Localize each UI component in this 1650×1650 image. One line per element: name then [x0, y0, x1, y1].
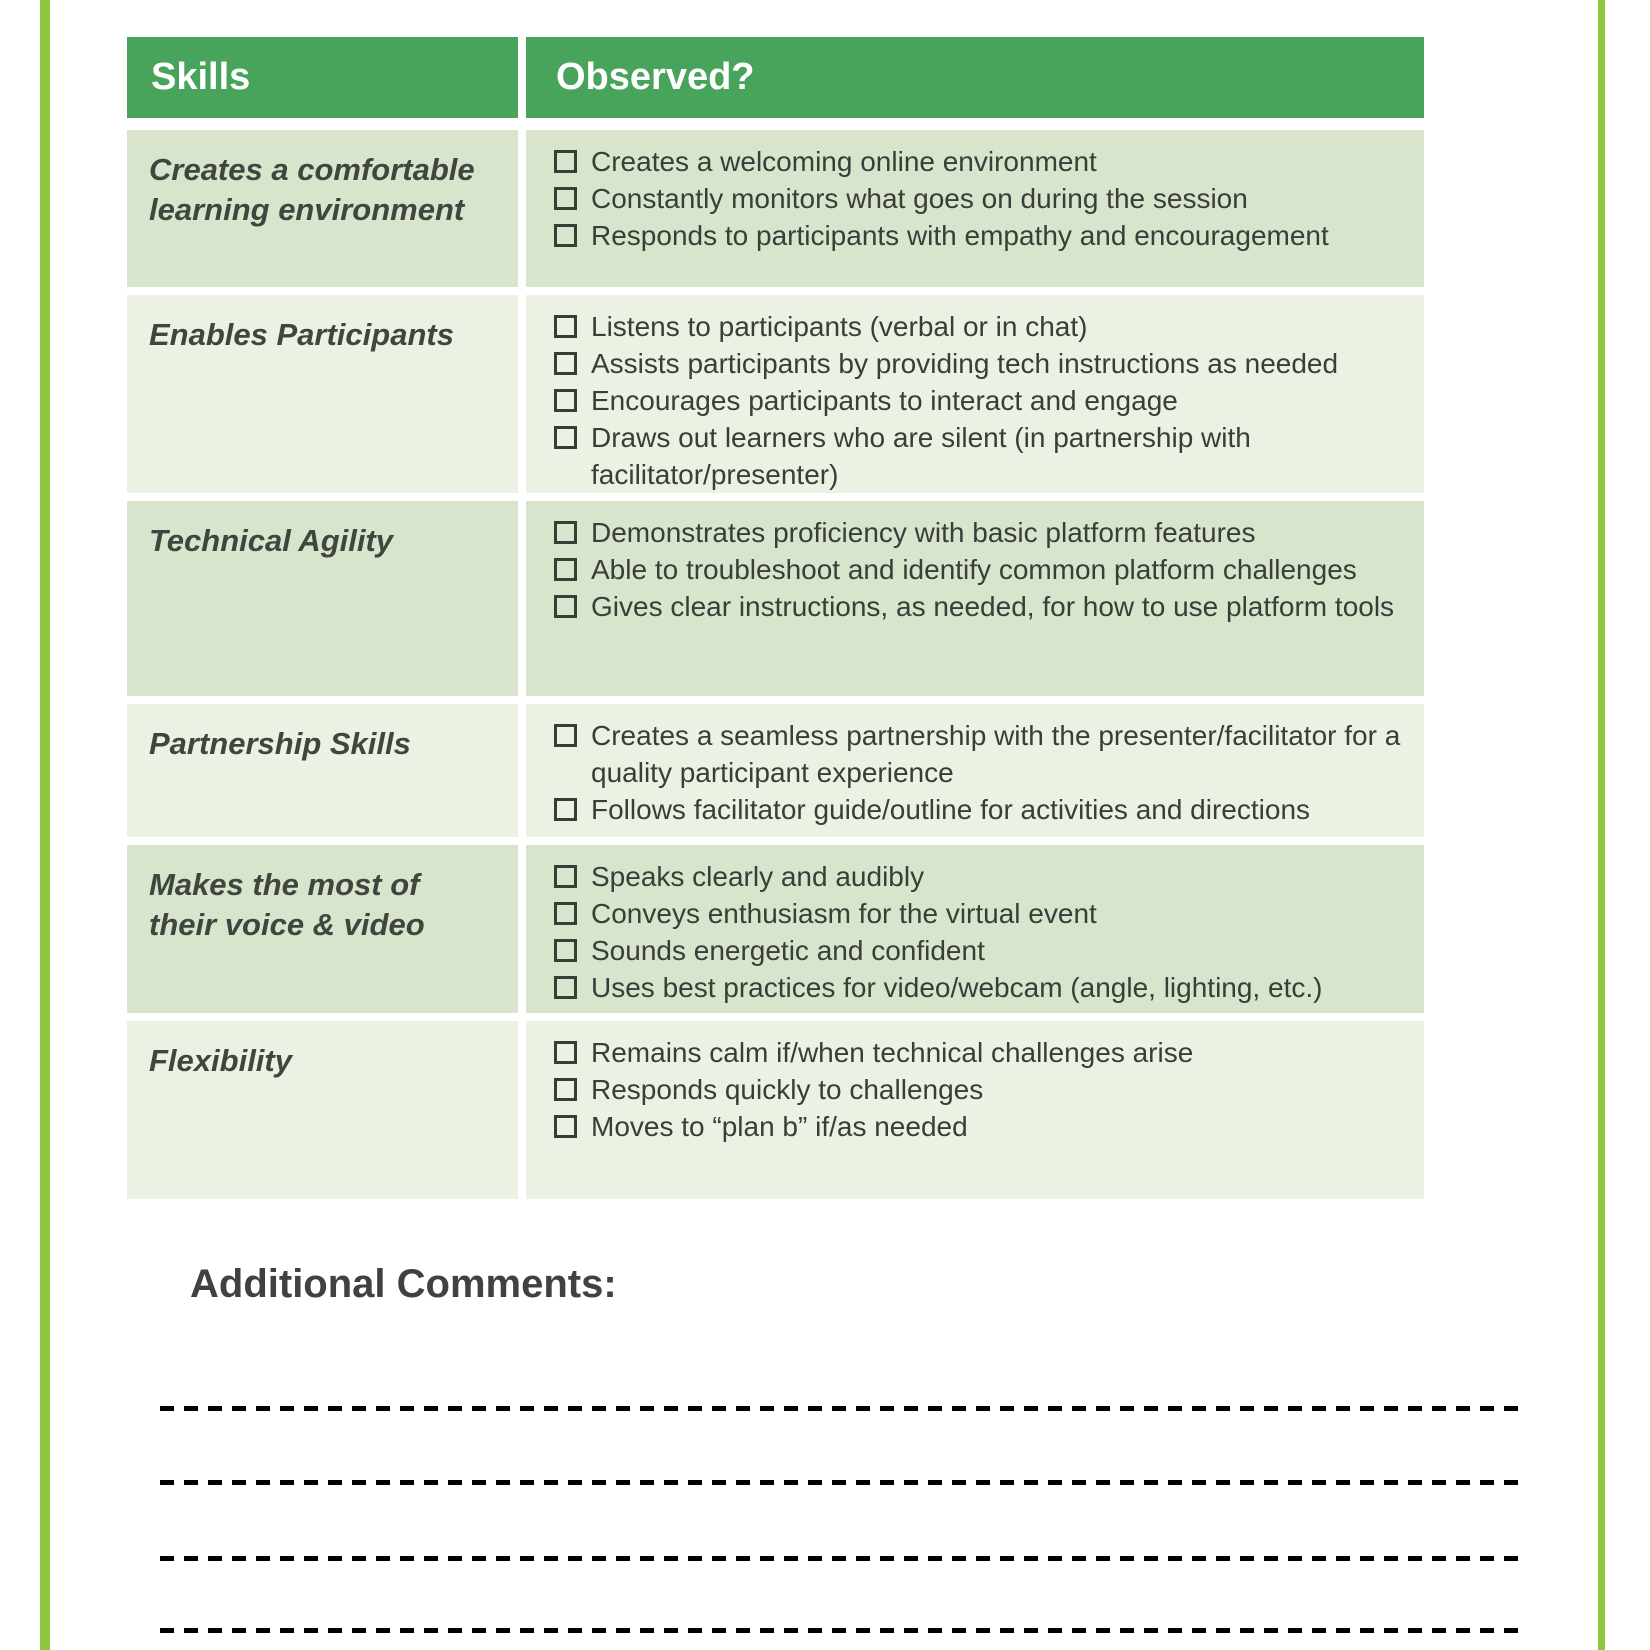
skill-cell [127, 704, 518, 837]
skills-column-title: Skills [151, 56, 251, 98]
checklist-item-label: Conveys enthusiasm for the virtual event [591, 898, 1097, 929]
observed-column-title: Observed? [556, 56, 755, 98]
additional-comments-title: Additional Comments: [190, 1262, 617, 1306]
checkbox-icon[interactable] [554, 1115, 577, 1138]
checklist-item [554, 717, 1404, 791]
observed-cell [526, 130, 1424, 287]
checklist-item-label: Moves to “plan b” if/as needed [591, 1111, 968, 1142]
checklist-item [554, 588, 1404, 625]
checklist-item [554, 345, 1404, 382]
checklist-item-label: Sounds energetic and confident [591, 935, 985, 966]
checklist-item [554, 308, 1404, 345]
checklist-item [554, 1034, 1404, 1071]
skill-cell [127, 1021, 518, 1199]
checkbox-icon[interactable] [554, 521, 577, 544]
header-cell-observed [526, 37, 1424, 118]
checklist-item-label: Assists participants by providing tech instructions as needed [591, 348, 1339, 379]
skill-label: Makes the most of their voice & video [149, 867, 425, 942]
comment-writing-line [160, 1556, 1526, 1561]
observed-cell [526, 295, 1424, 493]
table-row [127, 501, 1424, 696]
page-border-left [40, 0, 50, 1650]
skill-label: Flexibility [149, 1043, 292, 1078]
checkbox-icon[interactable] [554, 976, 577, 999]
checklist-item [554, 1071, 1404, 1108]
checklist-item-label: Encourages participants to interact and engage [591, 385, 1178, 416]
comment-writing-line [160, 1406, 1526, 1411]
checkbox-icon[interactable] [554, 389, 577, 412]
comment-writing-line [160, 1480, 1526, 1485]
checklist-item [554, 1108, 1404, 1145]
skill-label: Enables Participants [149, 317, 454, 352]
checkbox-icon[interactable] [554, 352, 577, 375]
checklist-item [554, 217, 1404, 254]
checklist-item [554, 551, 1404, 588]
table-header-row [127, 37, 1424, 118]
skill-label: Technical Agility [149, 523, 394, 558]
checklist-item-label: Responds quickly to challenges [591, 1074, 984, 1105]
observed-cell [526, 1021, 1424, 1199]
checklist-item [554, 858, 1404, 895]
checkbox-icon[interactable] [554, 865, 577, 888]
checklist-item-label: Listens to participants (verbal or in chat) [591, 311, 1088, 342]
checkbox-icon[interactable] [554, 1078, 577, 1101]
skill-cell [127, 501, 518, 696]
checklist-item [554, 180, 1404, 217]
table-row [127, 704, 1424, 837]
table-row [127, 130, 1424, 287]
observed-cell [526, 704, 1424, 837]
checkbox-icon[interactable] [554, 224, 577, 247]
checkbox-icon[interactable] [554, 939, 577, 962]
checklist-item [554, 791, 1404, 828]
page-border-right [1598, 0, 1605, 1650]
checklist-item [554, 514, 1404, 551]
checklist-item [554, 143, 1404, 180]
checkbox-icon[interactable] [554, 724, 577, 747]
skills-observation-table [127, 37, 1424, 1207]
checkbox-icon[interactable] [554, 595, 577, 618]
checkbox-icon[interactable] [554, 150, 577, 173]
checkbox-icon[interactable] [554, 902, 577, 925]
checklist-item [554, 895, 1404, 932]
skill-cell [127, 295, 518, 493]
checklist-item [554, 419, 1404, 493]
skill-cell [127, 845, 518, 1013]
checkbox-icon[interactable] [554, 426, 577, 449]
checklist-item-label: Responds to participants with empathy and encouragement [591, 220, 1329, 251]
skill-cell [127, 130, 518, 287]
checklist-item-label: Creates a seamless partnership with the presenter/facilitator for a quality participant experience [591, 720, 1401, 788]
checklist-item-label: Draws out learners who are silent (in partnership with facilitator/presenter) [591, 422, 1251, 490]
checklist-item-label: Remains calm if/when technical challenges arise [591, 1037, 1194, 1068]
checklist-item-label: Gives clear instructions, as needed, for how to use platform tools [591, 591, 1395, 622]
table-row [127, 295, 1424, 493]
table-row [127, 845, 1424, 1013]
checklist-item-label: Creates a welcoming online environment [591, 146, 1097, 177]
checklist-item-label: Speaks clearly and audibly [591, 861, 925, 892]
checklist-item-label: Demonstrates proficiency with basic platform features [591, 517, 1256, 548]
checkbox-icon[interactable] [554, 798, 577, 821]
checklist-item [554, 969, 1404, 1006]
checkbox-icon[interactable] [554, 315, 577, 338]
table-row [127, 1021, 1424, 1199]
observed-cell [526, 501, 1424, 696]
checkbox-icon[interactable] [554, 1041, 577, 1064]
checklist-item-label: Follows facilitator guide/outline for activities and directions [591, 794, 1311, 825]
skill-label: Creates a comfortable learning environment [149, 152, 475, 227]
checklist-item-label: Constantly monitors what goes on during the session [591, 183, 1248, 214]
checklist-item-label: Uses best practices for video/webcam (angle, lighting, etc.) [591, 972, 1323, 1003]
checklist-item [554, 382, 1404, 419]
comment-writing-line [160, 1628, 1526, 1633]
checklist-item [554, 932, 1404, 969]
skill-label: Partnership Skills [149, 726, 411, 761]
checklist-item-label: Able to troubleshoot and identify common platform challenges [591, 554, 1357, 585]
observed-cell [526, 845, 1424, 1013]
checkbox-icon[interactable] [554, 558, 577, 581]
checkbox-icon[interactable] [554, 187, 577, 210]
header-cell-skills [127, 37, 518, 118]
